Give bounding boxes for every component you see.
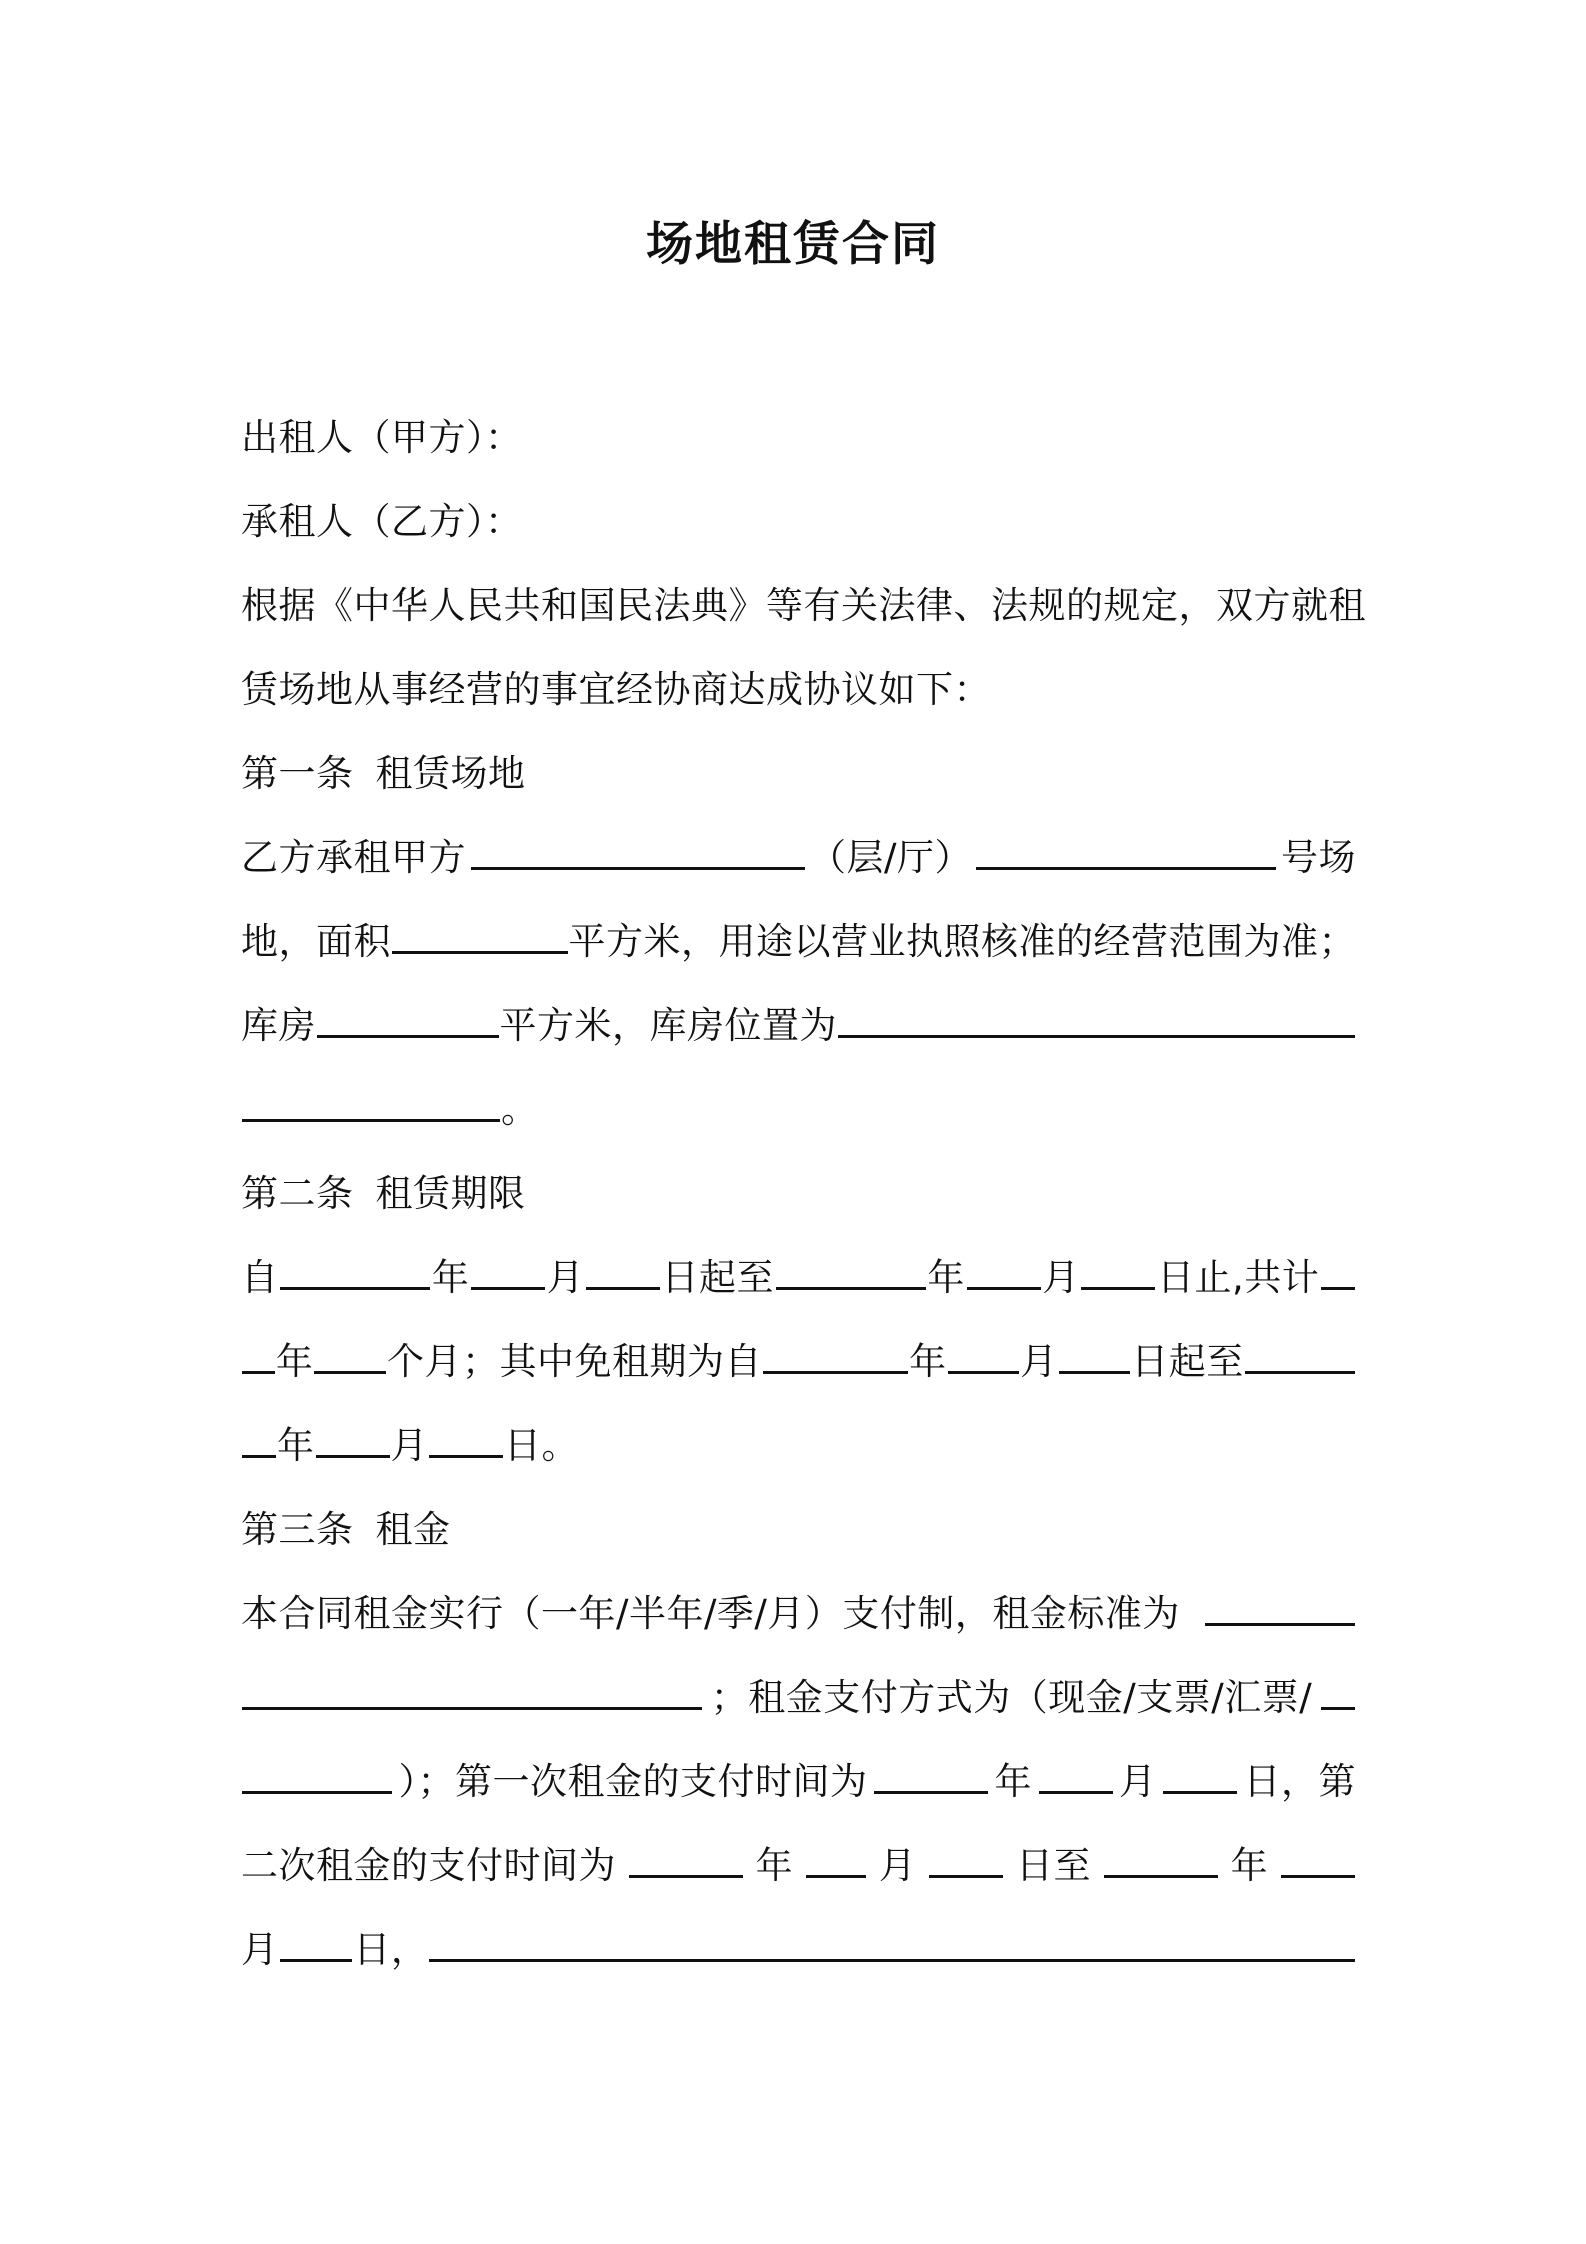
text-segment: 库房: [241, 1004, 316, 1047]
text-segment: 月: [1119, 1760, 1157, 1803]
text-segment: 日止,共计: [1157, 1256, 1320, 1299]
blank-second-pay-end-year[interactable]: [1104, 1845, 1218, 1878]
text-segment: 日，第: [1243, 1760, 1356, 1803]
blank-free-start-year[interactable]: [763, 1341, 908, 1374]
blank-floor-field[interactable]: [471, 837, 805, 870]
article-1-line-2: [241, 900, 1356, 984]
blank-payment-method[interactable]: [1321, 1677, 1355, 1710]
blank-free-end-year-cont[interactable]: [242, 1425, 276, 1458]
text-segment: 月: [390, 1424, 428, 1467]
blank-free-end-day[interactable]: [429, 1425, 503, 1458]
article-3-title: 租金: [375, 1508, 451, 1551]
article-3-line-5: [241, 1908, 1356, 1992]
text-segment: 自: [241, 1256, 279, 1299]
lessee-line: [241, 480, 1356, 564]
text-segment: 年: [431, 1256, 470, 1299]
preamble-text-2: 赁场地从事经营的事宜经协商达成协议如下：: [241, 668, 991, 711]
text-segment: 月: [1042, 1256, 1080, 1299]
blank-warehouse-location-field[interactable]: [838, 1005, 1355, 1038]
text-segment: 平方米，用途以营业执照核准的经营范围为准；: [568, 920, 1356, 963]
text-segment: 日。: [504, 1424, 579, 1467]
text-segment: 日起至: [661, 1256, 775, 1299]
article-2-title: 租赁期限: [375, 1172, 526, 1215]
article-2-heading: [241, 1152, 1356, 1236]
article-3-number: 第三条: [241, 1508, 354, 1551]
article-3-line-1: [241, 1572, 1356, 1656]
blank-total-months[interactable]: [314, 1341, 386, 1374]
text-segment: 年: [994, 1760, 1032, 1803]
blank-free-end-year[interactable]: [1245, 1341, 1355, 1374]
lessor-label: 出租人（甲方）：: [241, 416, 523, 459]
text-segment: 平方米，库房位置为: [499, 1004, 838, 1047]
blank-site-number-field[interactable]: [976, 837, 1276, 870]
blank-second-pay-end-month[interactable]: [1281, 1845, 1355, 1878]
article-1-heading: [241, 732, 1356, 816]
text-segment: 乙方承租甲方: [241, 836, 466, 879]
article-1-line-4: [241, 1068, 1356, 1152]
text-segment: 地，面积: [241, 920, 391, 963]
blank-end-year[interactable]: [776, 1257, 926, 1290]
document-title: 场地租赁合同: [646, 217, 940, 272]
blank-second-pay-start-month[interactable]: [806, 1845, 866, 1878]
text-segment: 年: [927, 1256, 965, 1299]
blank-second-pay-start-year[interactable]: [629, 1845, 743, 1878]
blank-first-pay-day[interactable]: [1163, 1761, 1237, 1794]
text-segment: 年: [1230, 1844, 1269, 1887]
blank-total-years[interactable]: [1321, 1257, 1355, 1290]
text-segment: 月: [241, 1928, 279, 1971]
text-segment: ）；第一次租金的支付时间为: [398, 1760, 868, 1803]
blank-first-pay-month[interactable]: [1039, 1761, 1113, 1794]
blank-free-end-month[interactable]: [316, 1425, 390, 1458]
text-segment: 日至: [1015, 1844, 1091, 1887]
article-2-line-1: [241, 1236, 1356, 1320]
blank-free-start-day[interactable]: [1059, 1341, 1131, 1374]
text-segment: 年: [277, 1424, 315, 1467]
preamble-line-2: [241, 648, 1356, 732]
article-3-heading: [241, 1488, 1356, 1572]
article-1-line-1: [241, 816, 1356, 900]
text-segment: 。: [501, 1088, 539, 1131]
article-2-line-2: [241, 1320, 1356, 1404]
blank-free-start-month[interactable]: [948, 1341, 1020, 1374]
article-2-line-3: [241, 1404, 1356, 1488]
preamble-line-1: [241, 564, 1366, 648]
article-1-line-3: [241, 984, 1356, 1068]
blank-first-pay-year[interactable]: [874, 1761, 988, 1794]
text-segment: 本合同租金实行（一年/半年/季/月）支付制，租金标准为: [241, 1592, 1180, 1635]
text-segment: 月: [878, 1844, 917, 1887]
text-segment: 号场: [1280, 836, 1356, 879]
blank-start-day[interactable]: [586, 1257, 660, 1290]
blank-start-month[interactable]: [471, 1257, 545, 1290]
text-segment: 日起至: [1131, 1340, 1244, 1383]
lessee-label: 承租人（乙方）：: [241, 500, 523, 543]
text-segment: （层/厅）: [809, 836, 972, 879]
lessor-line: [241, 396, 1356, 480]
blank-payment-method-cont[interactable]: [242, 1761, 392, 1794]
article-2-number: 第二条: [241, 1172, 354, 1215]
text-segment: 月: [1020, 1340, 1058, 1383]
text-segment: 日，: [353, 1928, 429, 1971]
blank-end-month[interactable]: [967, 1257, 1041, 1290]
text-segment: 个月；其中免租期为自: [386, 1340, 762, 1383]
text-segment: 年: [909, 1340, 947, 1383]
blank-total-years-cont[interactable]: [242, 1341, 275, 1374]
blank-rent-standard[interactable]: [1205, 1593, 1355, 1626]
blank-start-year[interactable]: [280, 1257, 430, 1290]
text-segment: 年: [275, 1340, 314, 1383]
blank-warehouse-area-field[interactable]: [317, 1005, 499, 1038]
article-3-line-3: [241, 1740, 1356, 1824]
blank-rent-standard-cont[interactable]: [242, 1677, 702, 1710]
blank-warehouse-location-cont-field[interactable]: [242, 1089, 500, 1122]
blank-second-pay-start-day[interactable]: [929, 1845, 1003, 1878]
text-segment: 二次租金的支付时间为: [241, 1844, 616, 1887]
article-3-line-2: [241, 1656, 1356, 1740]
blank-area-field[interactable]: [392, 921, 568, 954]
blank-second-pay-end-day[interactable]: [280, 1929, 353, 1962]
blank-payment-notes[interactable]: [429, 1929, 1355, 1962]
text-segment: 年: [755, 1844, 794, 1887]
article-3-line-4: [241, 1824, 1356, 1908]
blank-end-day[interactable]: [1081, 1257, 1155, 1290]
text-segment: ；租金支付方式为（现金/支票/汇票/: [710, 1676, 1313, 1719]
article-1-number: 第一条: [241, 752, 354, 795]
text-segment: 月: [546, 1256, 585, 1299]
article-1-title: 租赁场地: [375, 752, 526, 795]
preamble-text-1: 根据《中华人民共和国民法典》等有关法律、法规的规定，双方就租: [241, 584, 1366, 627]
